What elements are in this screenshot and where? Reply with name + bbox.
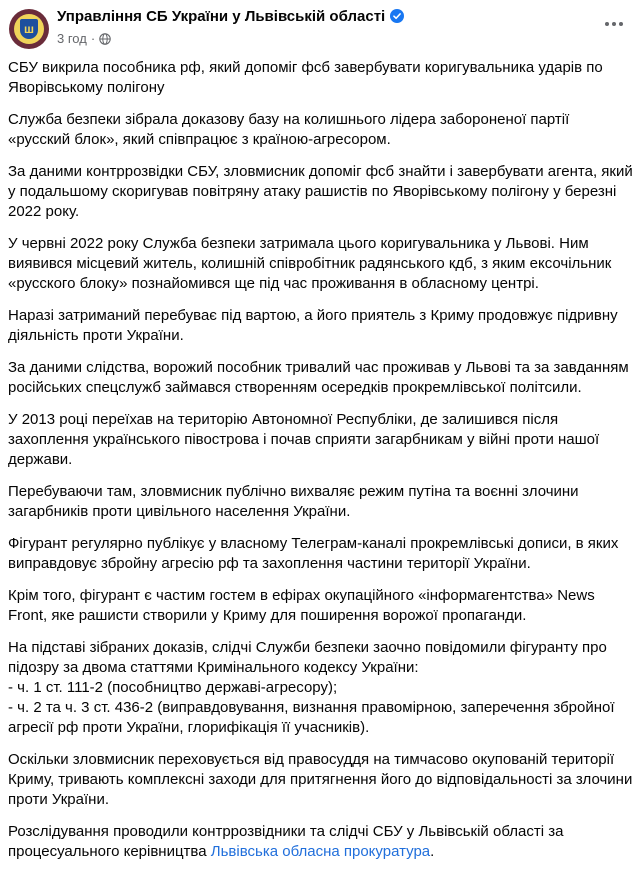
- post-header: [0, 0, 642, 58]
- post-paragraph: Наразі затриманий перебуває під вартою, а його приятель з Криму продовжує підривну діяльність проти України.: [8, 307, 618, 344]
- post-meta: [57, 31, 111, 46]
- more-options-icon[interactable]: [600, 14, 628, 34]
- post-paragraph: Оскільки зловмисник переховується від правосуддя на тимчасово окупованій території Криму, тривають комплексні заходи для притягнення його до відповідальності за злочини проти України.: [8, 751, 633, 808]
- closing-paragraph: [8, 822, 634, 862]
- emblem-ring: [14, 14, 44, 44]
- verified-badge-icon: [390, 9, 404, 23]
- post-paragraph: СБУ викрила пособника рф, який допоміг фсб завербувати коригувальника ударів по Яворівському полігону: [8, 59, 603, 96]
- closing-end: .: [430, 843, 435, 860]
- charges-paragraph: [8, 638, 634, 738]
- post-timestamp[interactable]: 3 год: [57, 31, 87, 46]
- page-name-link[interactable]: Управління СБ України у Львівській області: [57, 8, 386, 25]
- globe-icon: [99, 33, 111, 45]
- prosecutor-link[interactable]: Львівська обласна прокуратура: [210, 843, 431, 860]
- charges-intro: На підставі зібраних доказів, слідчі Служби безпеки заочно повідомили фігуранту про підозру за двома статтями Кримінального кодексу України:: [8, 639, 607, 676]
- closing-text: Розслідування проводили контррозвідники та слідчі СБУ у Львівській області за процесуального керівництва: [8, 823, 564, 860]
- post-paragraph: Крім того, фігурант є частим гостем в ефірах окупаційного «інформагентства» News Front, яке рашисти створили у Криму для поширення ворожої пропаганди.: [8, 587, 595, 624]
- page-avatar[interactable]: [9, 9, 49, 49]
- post-paragraph: За даними контррозвідки СБУ, зловмисник допоміг фсб знайти і завербувати агента, який у подальшому скоригував повітряну атаку рашистів по Яворівському полігону у березні 2022 року.: [8, 163, 633, 220]
- post-paragraph: У 2013 році переїхав на територію Автономної Республіки, де залишився після захоплення українського півострова і почав сприяти загарбникам у війні проти нашої держави.: [8, 411, 600, 468]
- page-name-row: [57, 8, 404, 25]
- meta-separator: ·: [90, 31, 96, 46]
- post-paragraph: Перебуваючи там, зловмисник публічно вихваляє режим путіна та воєнні злочини загарбників проти цивільного населення України.: [8, 483, 579, 520]
- shield-icon: ш: [20, 19, 38, 39]
- charge-item: - ч. 2 та ч. 3 ст. 436-2 (виправдовування, визнання правомірною, заперечення збройної агресії рф проти України, глорифікація її учасників).: [8, 699, 615, 736]
- post-paragraph: У червні 2022 року Служба безпеки затримала цього коригувальника у Львові. Ним виявився місцевий житель, колишній співробітник радянського кдб, з яким ексочільник «русского блоку» познайомився ще під час проживання в обласному центрі.: [8, 235, 612, 292]
- charge-item: - ч. 1 ст. 111-2 (пособництво державі-агресору);: [8, 679, 338, 696]
- post-paragraph: Фігурант регулярно публікує у власному Телеграм-каналі прокремлівські дописи, в яких виправдовує збройну агресію рф та захоплення частини території України.: [8, 535, 619, 572]
- post-body: [8, 58, 634, 874]
- post-paragraph: Служба безпеки зібрала доказову базу на колишнього лідера забороненої партії «русский блок», який співпрацює з країною-агресором.: [8, 111, 570, 148]
- post-paragraph: За даними слідства, ворожий пособник тривалий час проживав у Львові та за завданням російських спецслужб займався створенням осередків прокремлівської політсили.: [8, 359, 629, 396]
